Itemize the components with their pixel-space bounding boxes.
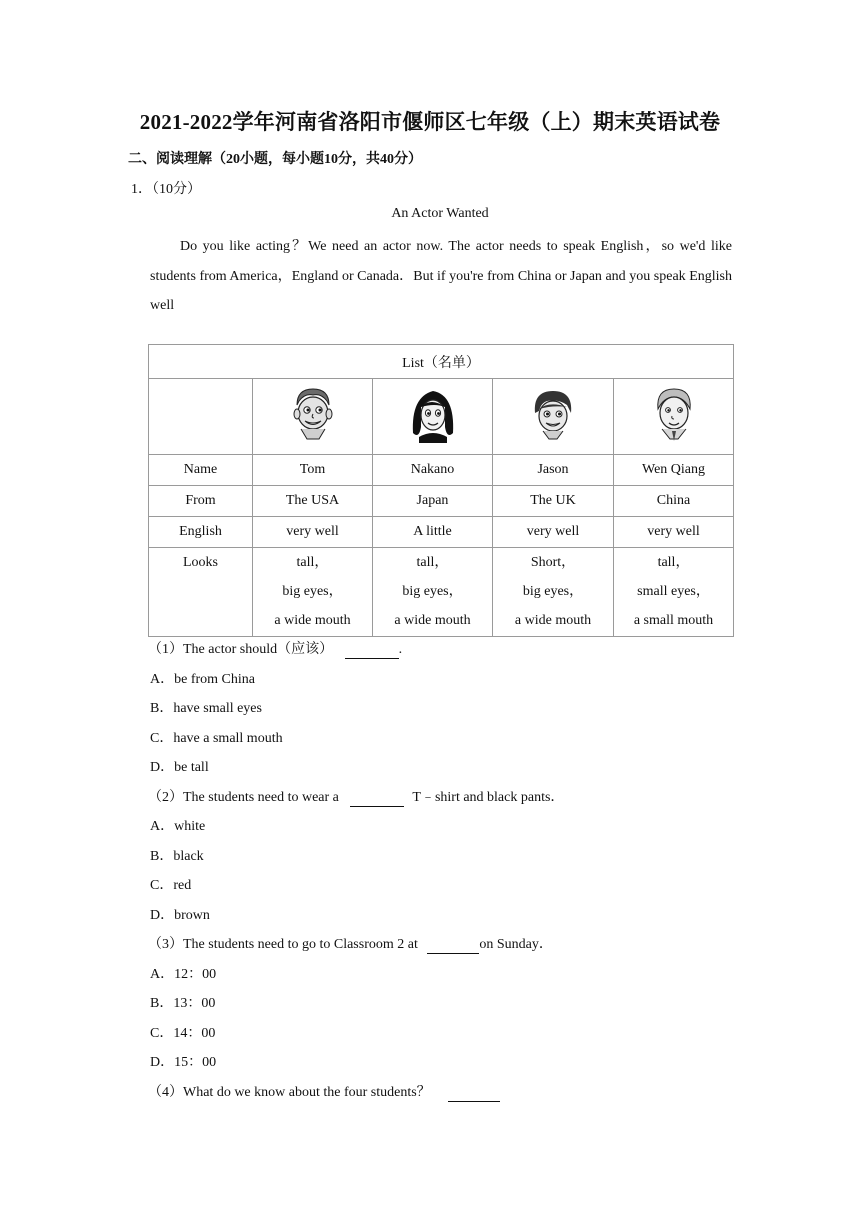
- question-number: 1．（10分）: [131, 182, 201, 197]
- girl-cartoon-face-icon: [403, 383, 463, 445]
- student-list-table: [148, 344, 734, 637]
- looks-line: big eyes，: [282, 584, 343, 599]
- option-a: A．white: [150, 819, 206, 834]
- table-cell: The USA: [253, 486, 373, 517]
- boy-cartoon-face-icon: [523, 383, 583, 445]
- question-stem: （3）The students need to go to Classroom 2 at: [148, 937, 418, 952]
- looks-line: tall，: [416, 555, 449, 570]
- row-label: Name: [149, 455, 253, 486]
- table-cell: Tom: [253, 455, 373, 486]
- table-cell: A little: [373, 517, 493, 548]
- question-stem: （2）The students need to wear a: [148, 790, 339, 805]
- table-row: [149, 548, 734, 637]
- table-row: [149, 517, 734, 548]
- boy-cartoon-face-icon: [283, 383, 343, 445]
- answer-blank: [427, 937, 479, 954]
- looks-line: small eyes，: [637, 584, 710, 599]
- option-c: C．14：00: [150, 1026, 216, 1041]
- table-cell: China: [614, 486, 734, 517]
- question-tail: .: [398, 642, 403, 657]
- table-cell: Nakano: [373, 455, 493, 486]
- table-cell: very well: [253, 517, 373, 548]
- picture-cell: [493, 379, 614, 455]
- table-cell: Jason: [493, 455, 614, 486]
- option-b: B．13：00: [150, 996, 216, 1011]
- looks-line: big eyes，: [522, 584, 584, 599]
- passage-title: An Actor Wanted: [391, 206, 489, 221]
- table-cell: Wen Qiang: [614, 455, 734, 486]
- option-c: C．red: [150, 878, 192, 893]
- question-4: [148, 1081, 500, 1102]
- table-header: List（名单）: [149, 345, 734, 379]
- looks-line: a small mouth: [633, 613, 714, 628]
- question-tail: on Sunday．: [479, 937, 553, 952]
- question-1: [148, 638, 402, 659]
- empty-cell: [149, 379, 253, 455]
- passage-text: Do you like acting？We need an actor now. The actor needs to speak English，so we'd like students from America，England or Canada．But if you're from China or Japan and you speak English well: [150, 239, 732, 313]
- looks-line: big eyes，: [402, 584, 463, 599]
- table-row: [149, 486, 734, 517]
- row-label: English: [149, 517, 253, 548]
- boy-cartoon-face-icon: [644, 383, 704, 445]
- table-cell: [493, 548, 614, 637]
- question-tail: T﹣shirt and black pants．: [412, 790, 565, 805]
- section-heading: 二、阅读理解（20小题，每小题10分，共40分）: [128, 152, 422, 167]
- question-stem: （4）What do we know about the four students？: [148, 1085, 431, 1100]
- row-label: Looks: [149, 548, 253, 637]
- question-stem: （1）The actor should（应该）: [148, 642, 334, 657]
- looks-line: a wide mouth: [394, 613, 471, 628]
- option-d: D．brown: [150, 908, 210, 923]
- table-cell: [614, 548, 734, 637]
- table-cell: very well: [614, 517, 734, 548]
- question-3: [148, 933, 553, 954]
- table-cell: [253, 548, 373, 637]
- answer-blank: [448, 1085, 500, 1102]
- picture-cell: [614, 379, 734, 455]
- table-row: [149, 455, 734, 486]
- option-d: D．be tall: [150, 760, 209, 775]
- picture-row: [149, 379, 734, 455]
- picture-cell: [373, 379, 493, 455]
- looks-line: a wide mouth: [514, 613, 592, 628]
- option-a: A．be from China: [150, 672, 255, 687]
- looks-line: tall，: [657, 555, 690, 570]
- option-b: B．have small eyes: [150, 701, 262, 716]
- row-label: From: [149, 486, 253, 517]
- answer-blank: [345, 642, 399, 659]
- looks-line: tall，: [296, 555, 329, 570]
- option-d: D．15：00: [150, 1055, 217, 1070]
- option-c: C．have a small mouth: [150, 731, 283, 746]
- looks-line: Short，: [530, 555, 576, 570]
- table-cell: [373, 548, 493, 637]
- table-cell: The UK: [493, 486, 614, 517]
- picture-cell: [253, 379, 373, 455]
- option-a: A．12：00: [150, 967, 217, 982]
- table-cell: Japan: [373, 486, 493, 517]
- exam-title: 2021-2022学年河南省洛阳市偃师区七年级（上）期末英语试卷: [139, 110, 721, 134]
- option-b: B．black: [150, 849, 204, 864]
- answer-blank: [350, 790, 404, 807]
- looks-line: a wide mouth: [274, 613, 351, 628]
- question-2: [148, 786, 564, 807]
- table-cell: very well: [493, 517, 614, 548]
